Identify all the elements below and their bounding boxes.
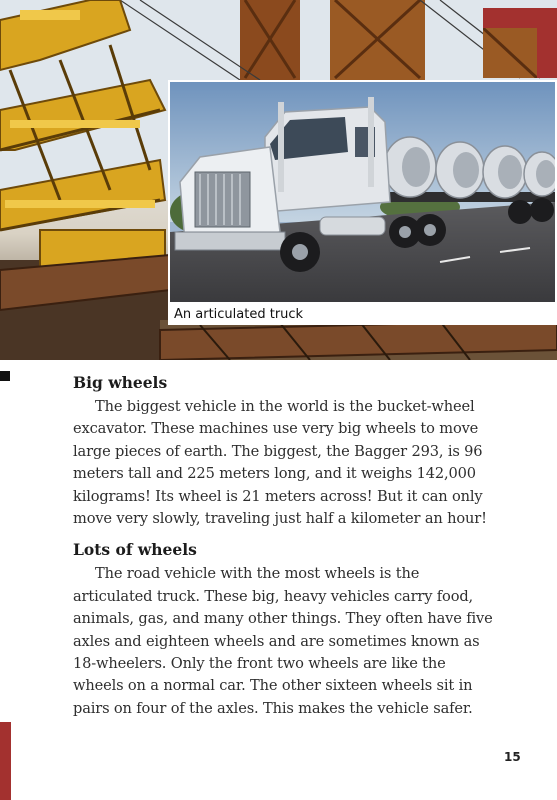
section-paragraph: The road vehicle with the most wheels is the articulated truck. These big, heavy vehicles carry food, animals, gas, and many other things. They often have five axles and eighteen wheels and are sometimes known as 18-wheelers. Only the front two wheels are like the wheels on a normal car. The other sixteen wheels sit in pairs on four of the axles. This makes the vehicle safer. bbox=[73, 565, 493, 717]
corner-accent-cutout bbox=[483, 28, 537, 78]
photo-caption: An articulated truck bbox=[168, 304, 557, 325]
section-marker bbox=[0, 371, 10, 381]
section-heading: Big wheels bbox=[73, 373, 168, 392]
section-paragraph: The biggest vehicle in the world is the bucket-wheel excavator. These machines use very big wheels to move large pieces of earth. The biggest, the Bagger 293, is 96 meters tall and 225 meters long, and it weighs 142,000 kilograms! Its wheel is 21 meters across! But it can only move very slowly, traveling just half a kilometer an hour! bbox=[73, 398, 487, 528]
truck-illustration bbox=[170, 82, 555, 302]
section-lots-of-wheels bbox=[73, 539, 493, 720]
truck-photo bbox=[168, 80, 557, 304]
section-big-wheels bbox=[73, 372, 493, 530]
article-body bbox=[73, 372, 493, 720]
page-number: 15 bbox=[504, 750, 521, 764]
section-heading: Lots of wheels bbox=[73, 540, 197, 560]
excavator-banner-image bbox=[0, 0, 557, 360]
side-accent-bar bbox=[0, 722, 11, 800]
